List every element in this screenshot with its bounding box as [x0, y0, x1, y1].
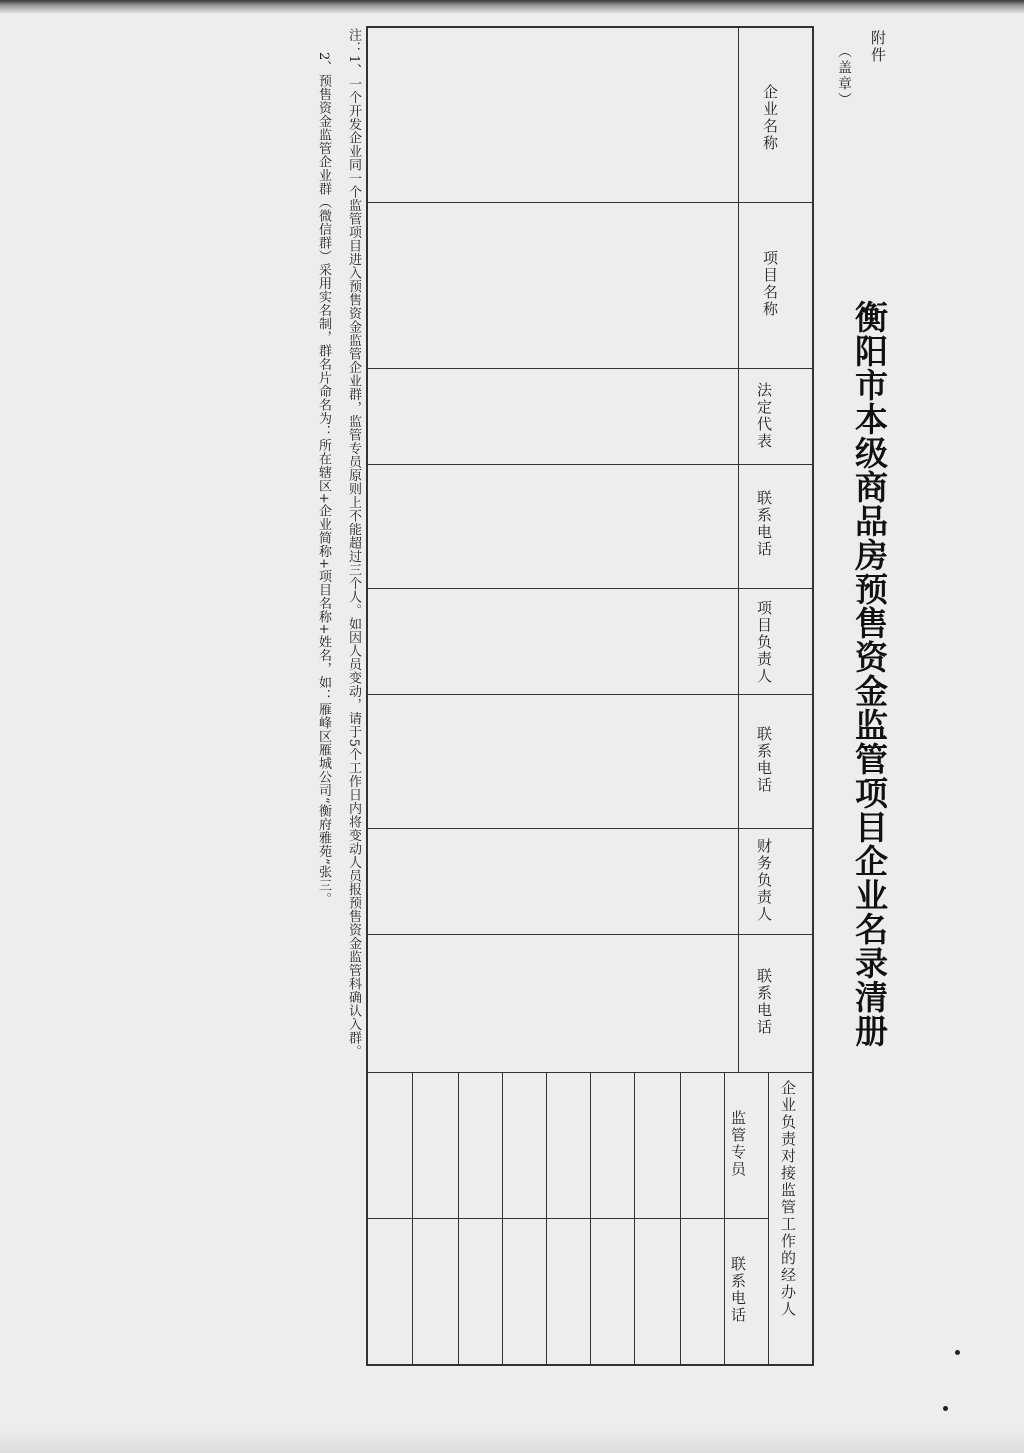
entry-line — [724, 1072, 725, 1364]
scan-edge — [0, 0, 1024, 14]
attachment-label: 附件 — [869, 30, 887, 64]
col-project-lead: 项目负责人 — [755, 600, 773, 685]
note-1: 注：1、一个开发企业同一个监管项目进入预售资金监管企业群，监管专员原则上不能超过三个人。如因人员变动，请于5个工作日内将变动人员报预售资金监管科确认入群。 — [346, 28, 361, 1059]
row-divider — [368, 368, 812, 369]
note-2: 2、预售资金监管企业群（微信群）采用实名制，群名片命名为：所在辖区+企业简称+项目名称+姓名，如：雁峰区雁城公司“衡府雅苑”张三。 — [316, 52, 331, 906]
liaison-sub-divider — [368, 1218, 768, 1219]
col-phone-4: 联系电话 — [729, 1256, 747, 1324]
document-title: 衡阳市本级商品房预售资金监管项目企业名录清册 — [850, 300, 889, 1048]
entry-line — [680, 1072, 681, 1364]
row-divider — [368, 694, 812, 695]
row-divider — [368, 934, 812, 935]
row-divider — [368, 588, 812, 589]
col-project-name: 项目名称 — [761, 250, 779, 318]
col-phone-3: 联系电话 — [755, 968, 773, 1036]
speck-mark — [955, 1350, 960, 1355]
col-phone-2: 联系电话 — [755, 726, 773, 794]
entry-line — [458, 1072, 459, 1364]
entry-line — [634, 1072, 635, 1364]
col-finance-lead: 财务负责人 — [755, 838, 773, 923]
header-divider — [738, 28, 739, 1072]
col-liaison-group: 企业负责对接监管工作的经办人 — [779, 1080, 797, 1318]
col-enterprise-name: 企业名称 — [761, 84, 779, 152]
seal-label: （盖章） — [836, 44, 852, 108]
row-divider — [368, 202, 812, 203]
col-supervisor: 监管专员 — [729, 1110, 747, 1178]
register-table — [366, 26, 814, 1366]
entry-line — [502, 1072, 503, 1364]
row-divider — [368, 828, 812, 829]
entry-line — [412, 1072, 413, 1364]
col-phone-1: 联系电话 — [755, 490, 773, 558]
row-divider — [368, 464, 812, 465]
speck-mark — [943, 1406, 948, 1411]
liaison-header-divider — [768, 1072, 769, 1364]
entry-line — [546, 1072, 547, 1364]
entry-line — [590, 1072, 591, 1364]
page-bottom-shadow — [0, 1430, 1024, 1453]
col-legal-rep: 法定代表 — [755, 382, 773, 450]
